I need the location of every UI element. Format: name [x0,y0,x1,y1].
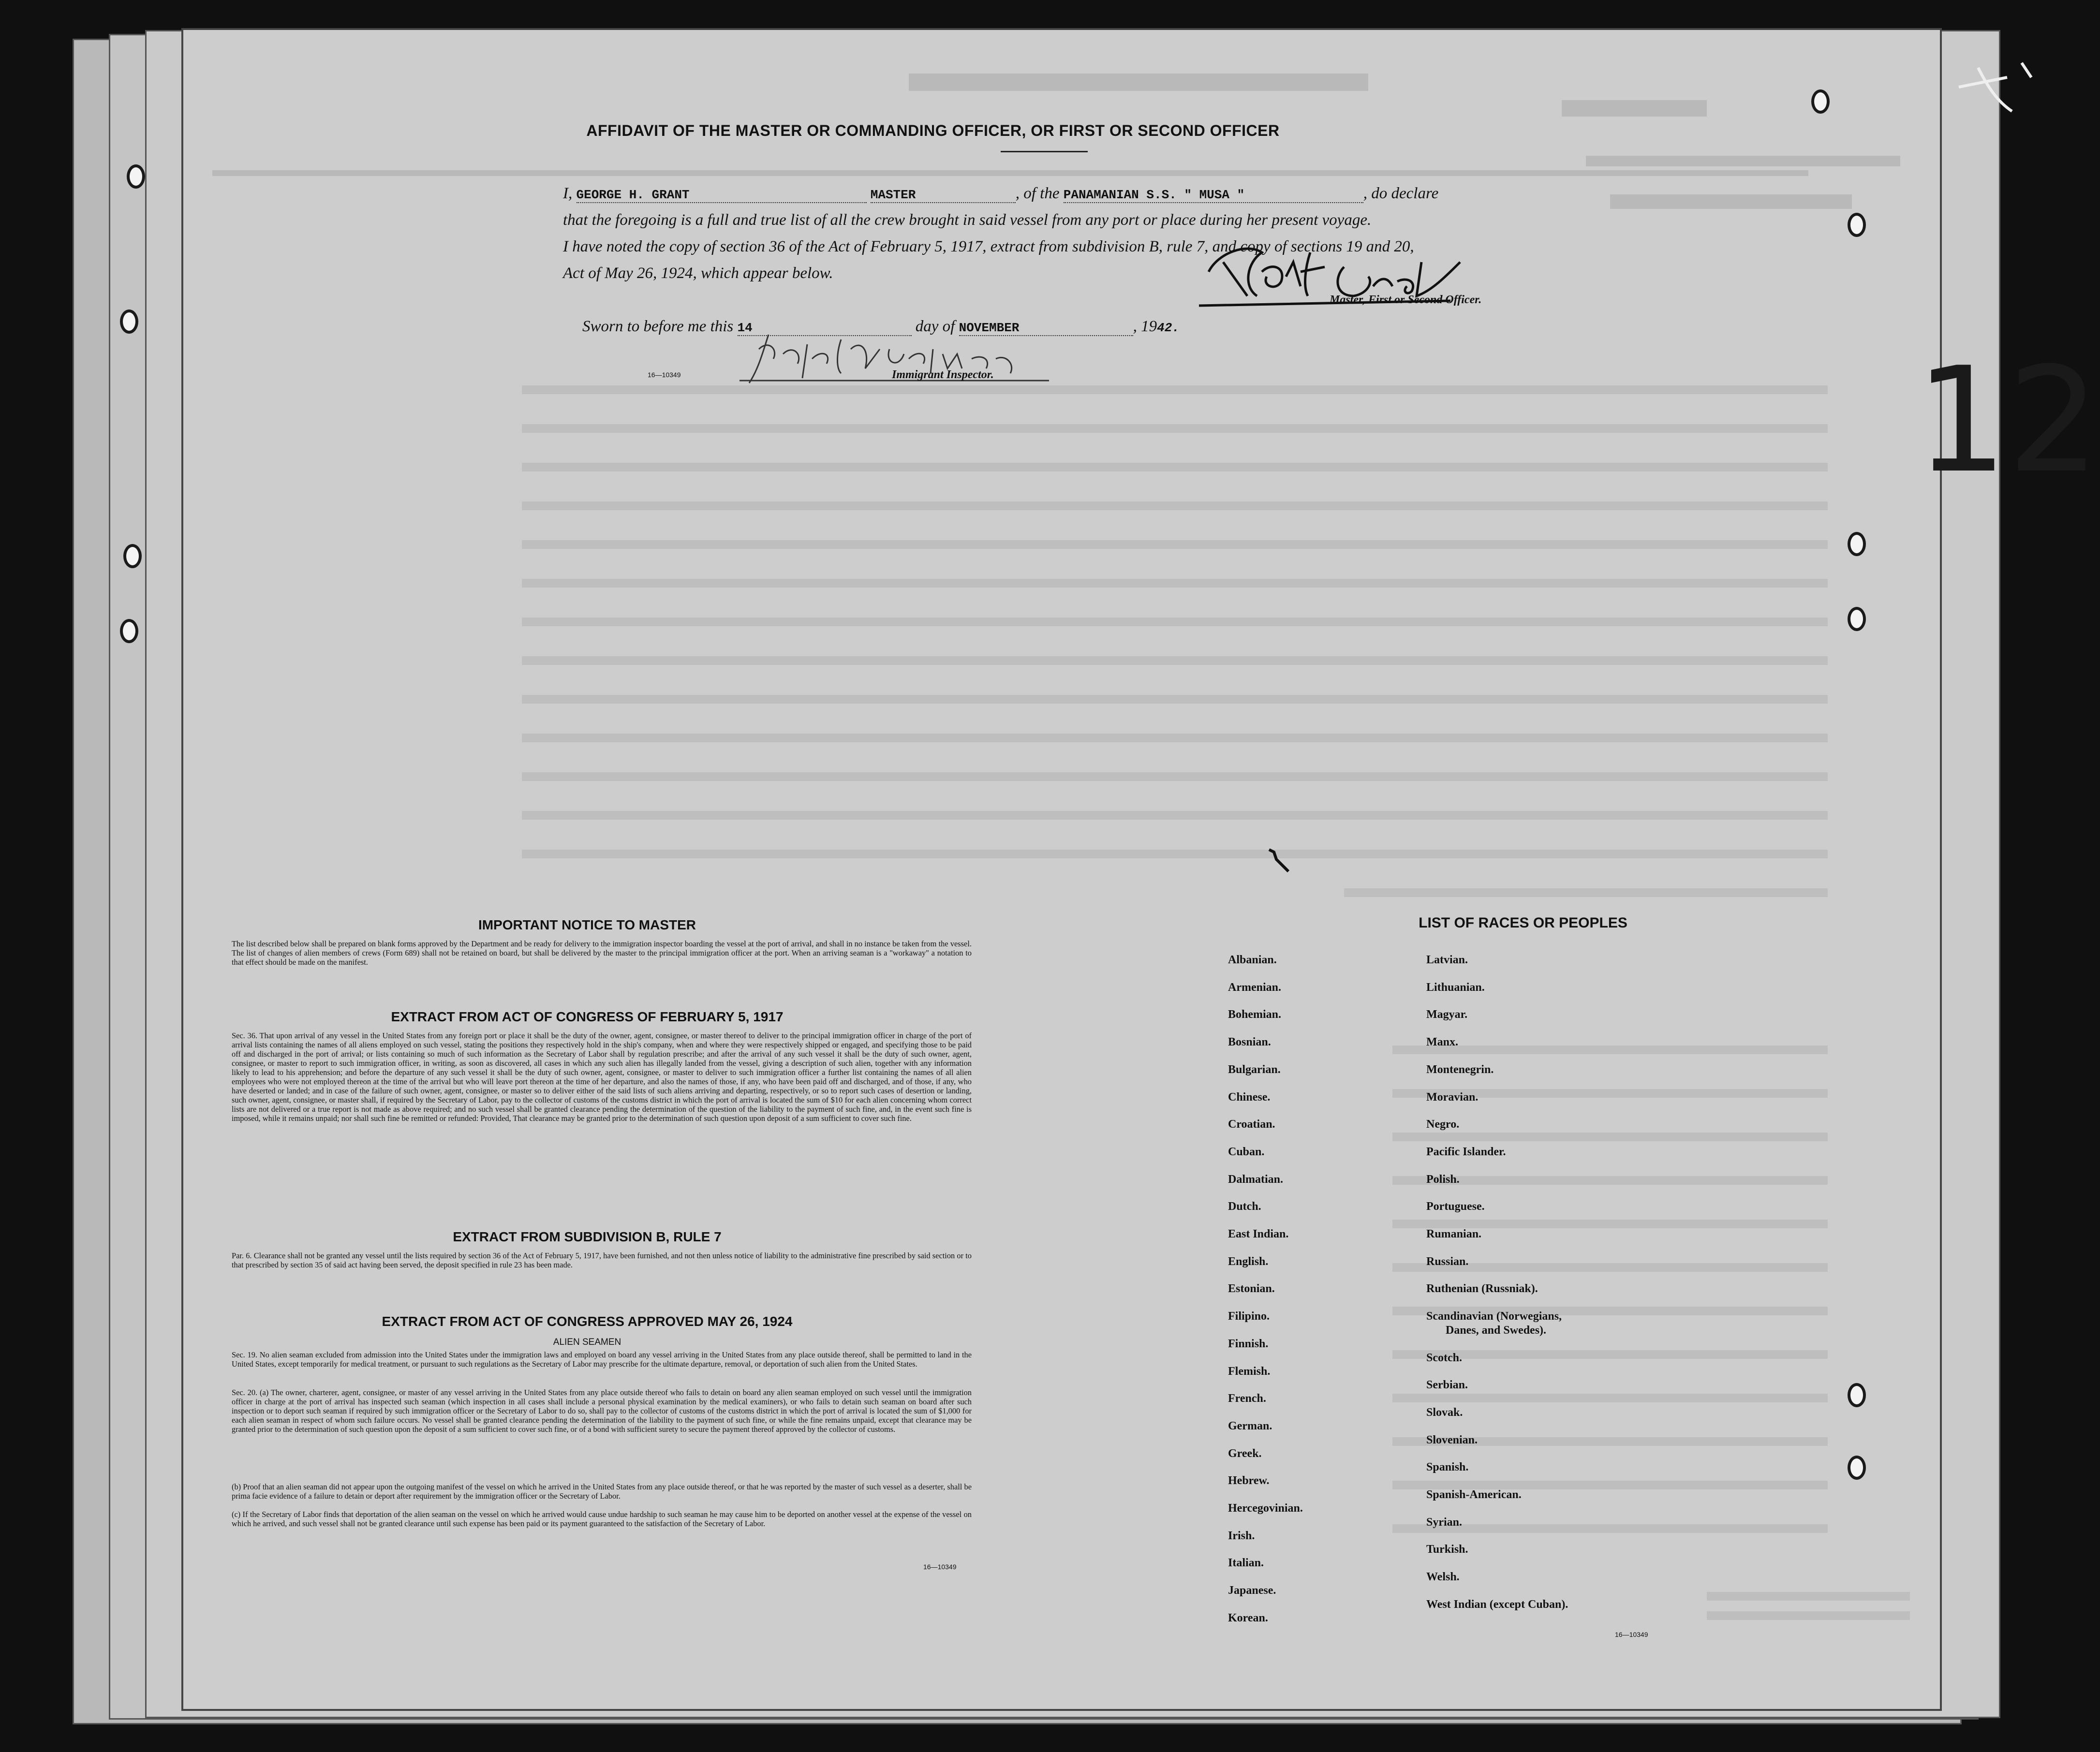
manifest-page [181,28,1942,1711]
binder-hole [1848,213,1866,237]
race-item: Negro. [1426,1118,1460,1131]
race-item: Hebrew. [1228,1474,1270,1487]
race-item: Dalmatian. [1228,1173,1283,1186]
declaration-line-3: I have noted the copy of section 36 of the Act of February 5, 1917, extract from subdivision B, rule 7, and copy of sections 19 and 20, [563,238,1414,255]
race-item: Rumanian. [1426,1228,1482,1240]
race-item: Japanese. [1228,1584,1276,1597]
race-item: Estonian. [1228,1282,1275,1296]
race-item: Turkish. [1426,1543,1468,1556]
race-item: Dutch. [1228,1200,1261,1213]
race-item: Bosnian. [1228,1036,1271,1049]
race-item: East Indian. [1228,1228,1289,1240]
of-the-label: , of the [1015,185,1060,202]
race-item: Portuguese. [1426,1200,1485,1213]
extract-1924-sec20c: (c) If the Secretary of Labor finds that deportation of the alien seaman on the vessel on which he arrived would cause undue hardship to such seaman he may cause him to be deported on another vessel at the expense of the vessel on which he arrived, and such vessel shall not be granted clearance until such expense has been paid or its payment guaranteed to the satisfaction of the Secretary of Labor. [232,1510,972,1528]
corner-pencil-mark [1949,58,2046,126]
race-item: Russian. [1426,1255,1469,1268]
binder-hole [123,544,142,568]
notice-title: IMPORTANT NOTICE TO MASTER [478,917,696,932]
race-item: Flemish. [1228,1365,1271,1378]
race-item: Greek. [1228,1447,1262,1460]
race-item: Cuban. [1228,1145,1265,1158]
sworn-year-prefix: , 19 [1133,318,1157,335]
ink-mark [1267,847,1296,876]
race-item: Bohemian. [1228,1008,1282,1021]
races-form-number: 16—10349 [1615,1631,1648,1638]
sworn-day-of: day of [915,318,955,335]
sworn-day: 14 [738,321,912,336]
binder-hole [120,619,138,643]
race-item: Italian. [1228,1557,1264,1570]
affidavit-title: AFFIDAVIT OF THE MASTER OR COMMANDING OFFICER, OR FIRST OR SECOND OFFICER [586,122,1280,139]
bleed-through-text [183,30,1940,1709]
binder-hole [127,164,145,189]
race-item: Irish. [1228,1529,1255,1542]
extract-1917-title: EXTRACT FROM ACT OF CONGRESS OF FEBRUARY 5, 1917 [391,1009,784,1024]
race-item: Polish. [1426,1173,1460,1186]
race-item: Pacific Islander. [1426,1145,1506,1158]
declaration-prefix: I, [563,185,573,202]
race-item: Syrian. [1426,1516,1463,1529]
vessel-name: PANAMANIAN S.S. " MUSA " [1064,188,1363,203]
form-number: 16—10349 [648,371,681,379]
sworn-month: NOVEMBER [959,321,1133,336]
extract-1924-sec20b: (b) Proof that an alien seaman did not appear upon the outgoing manifest of the vessel on which he arrived in the United States from any place outside thereof, or that he was reported by the master of such vessel as a deserter, shall be prima facie evidence of a failure to detain or deport after requirement by the immigration officer or the Secretary of Labor. [232,1482,972,1501]
race-item: Albanian. [1228,954,1277,966]
binder-hole [1848,1383,1866,1407]
race-item: French. [1228,1392,1266,1405]
race-item: Croatian. [1228,1118,1275,1131]
binder-hole [120,309,138,334]
race-item: Magyar. [1426,1008,1468,1021]
race-item: Lithuanian. [1426,981,1485,994]
sworn-year: 42. [1157,321,1180,335]
race-item: Scandinavian (Norwegians, [1426,1310,1562,1323]
rule7-title: EXTRACT FROM SUBDIVISION B, RULE 7 [453,1229,722,1244]
race-item: Manx. [1426,1036,1458,1049]
extract-form-number: 16—10349 [923,1563,957,1571]
extract-1924-sec20a: Sec. 20. (a) The owner, charterer, agent, consignee, or master of any vessel arriving in the United States from any place outside thereof who fails to detain on board any alien seaman employed on such vessel until the immigration officer in charge at the port of arrival has inspected such seaman (which inspection in all cases shall include a personal physical examination by the medical examiners), or who fails to detain such seaman on board after such inspection or to deport such seaman if required by such immigration officer or the Secretary of Labor to do so, shall pay to the collector of customs of the customs district in which the port of arrival is located the sum of $1,000 for each alien seaman in respect of whom such failure occurs. No vessel shall be granted clearance pending the determination of the liability to the payment of such fine, or while the fine remains unpaid, except that clearance may be granted prior to the determination of such question upon the deposit of a sum sufficient to cover such fine, or of a bond with sufficient surety to secure the payment thereof approved by the collector of customs. [232,1388,972,1434]
declaration-line-4: Act of May 26, 1924, which appear below. [563,265,833,282]
extract-1924-title: EXTRACT FROM ACT OF CONGRESS APPROVED MAY 26, 1924 [382,1314,793,1329]
race-item: Serbian. [1426,1379,1468,1392]
race-item: Finnish. [1228,1337,1269,1350]
race-item: Danes, and Swedes). [1446,1324,1547,1337]
race-item: Ruthenian (Russniak). [1426,1282,1538,1296]
alien-seamen-subtitle: ALIEN SEAMEN [553,1337,621,1347]
race-item: Welsh. [1426,1571,1460,1584]
race-item: Spanish. [1426,1461,1469,1474]
binder-hole [1848,532,1866,556]
title-rule [1001,151,1088,152]
declaration-line-2: that the foregoing is a full and true list of all the crew brought in said vessel from any port or place during her present voyage. [563,211,1372,229]
race-item: Scotch. [1426,1351,1462,1364]
rule7-text: Par. 6. Clearance shall not be granted any vessel until the lists required by section 36 of the Act of February 5, 1917, have been furnished, and not then unless notice of liability to the administrative fine prescribed by said section or to that prescribed by section 35 of said act having been served, the deposit specified in rule 23 has been made. [232,1251,972,1269]
sworn-prefix: Sworn to before me this [582,318,734,335]
race-item: Filipino. [1228,1310,1270,1323]
race-item: West Indian (except Cuban). [1426,1598,1568,1611]
notice-text: The list described below shall be prepared on blank forms approved by the Department and be ready for delivery to the immigration inspector boarding the vessel at the port of arrival, and shall in no instance be taken from the vessel. The list of changes of alien members of crews (Form 689) shall not be retained on board, but shall be delivered by the master to the principal immigration officer at the port. When an arriving seaman is a "workaway" a notation to that effect should be made on the manifest. [232,939,972,967]
race-item: Korean. [1228,1611,1268,1624]
declaration-suffix: , do declare [1363,185,1439,202]
races-title: LIST OF RACES OR PEOPLES [1419,915,1627,931]
race-item: Armenian. [1228,981,1281,994]
race-item: Chinese. [1228,1090,1271,1104]
race-item: Slovak. [1426,1406,1463,1419]
declaration-line [563,185,1438,203]
master-capacity: MASTER [871,188,1016,203]
race-item: Montenegrin. [1426,1063,1494,1076]
race-item: Slovenian. [1426,1433,1478,1446]
race-item: Moravian. [1426,1090,1479,1104]
extract-1917-text: Sec. 36. That upon arrival of any vessel in the United States from any foreign port or place it shall be the duty of the owner, agent, consignee, or master thereof to deliver to the principal immigration officer in charge of the port of arrival lists containing the names of all aliens employed on such vessel, stating the positions they respectively hold in the ship's company, when and where they were respectively shipped or engaged, and specifying those to be paid off and discharged in the port of arrival; or lists containing so much of such information as the Secretary of Labor shall by regulation prescribe; and after the arrival of any such vessel it shall be the duty of such owner, agent, consignee, or master to report to such immigration officer, in writing, as soon as discovered, all cases in which any such alien has illegally landed from the vessel, giving a description of such alien, together with any information likely to lead to his apprehension; and before the departure of any such vessel it shall be the duty of such owner, agent, consignee, or master to deliver to such immigration officer a further list containing the names of all alien employees who were not employed thereon at the time of the arrival but who will leave port thereon at the time of her departure, and also the names of those, if any, who have been paid off and discharged, and of those, if any, who have deserted or landed; and in case of the failure of such owner, agent, consignee, or master so to deliver either of the said lists of such aliens arriving and departing, respectively, or so to report such cases of desertion or landing, such owner, agent, consignee, or master shall, if required by the Secretary of Labor, pay to the collector of customs of the customs district in which the port of arrival is located the sum of $10 for each alien concerning whom correct lists are not delivered or a true report is not made as above required; and no such vessel shall be granted clearance pending the determination of the question of the liability to the payment of such fine, and, in the event such fine is imposed, while it remains unpaid; nor shall such fine be remitted or refunded: Provided, That clearance may be granted prior to the determination of such question upon deposit of a sum sufficient to cover such fine. [232,1031,972,1123]
pencil-page-number: 12 [1915,336,2100,505]
binder-hole [1848,607,1866,631]
race-item: German. [1228,1419,1272,1432]
race-item: Hercegovinian. [1228,1502,1303,1515]
signature-caption: Master, First or Second Officer. [1330,294,1482,306]
master-name: GEORGE H. GRANT [577,188,867,203]
binder-hole [1811,89,1830,114]
extract-1924-sec19: Sec. 19. No alien seaman excluded from admission into the United States under the immigration laws and employed on board any vessel arriving in the United States from any place outside thereof, shall be permitted to land in the United States, except temporarily for medical treatment, or pursuant to such regulations as the Secretary of Labor may prescribe for the ultimate departure, removal, or deportation of such alien from the United States. [232,1350,972,1369]
race-item: Bulgarian. [1228,1063,1281,1076]
race-item: Spanish-American. [1426,1488,1522,1501]
binder-hole [1848,1456,1866,1480]
race-item: English. [1228,1255,1269,1268]
inspector-caption: Immigrant Inspector. [892,368,994,381]
race-item: Latvian. [1426,954,1468,966]
